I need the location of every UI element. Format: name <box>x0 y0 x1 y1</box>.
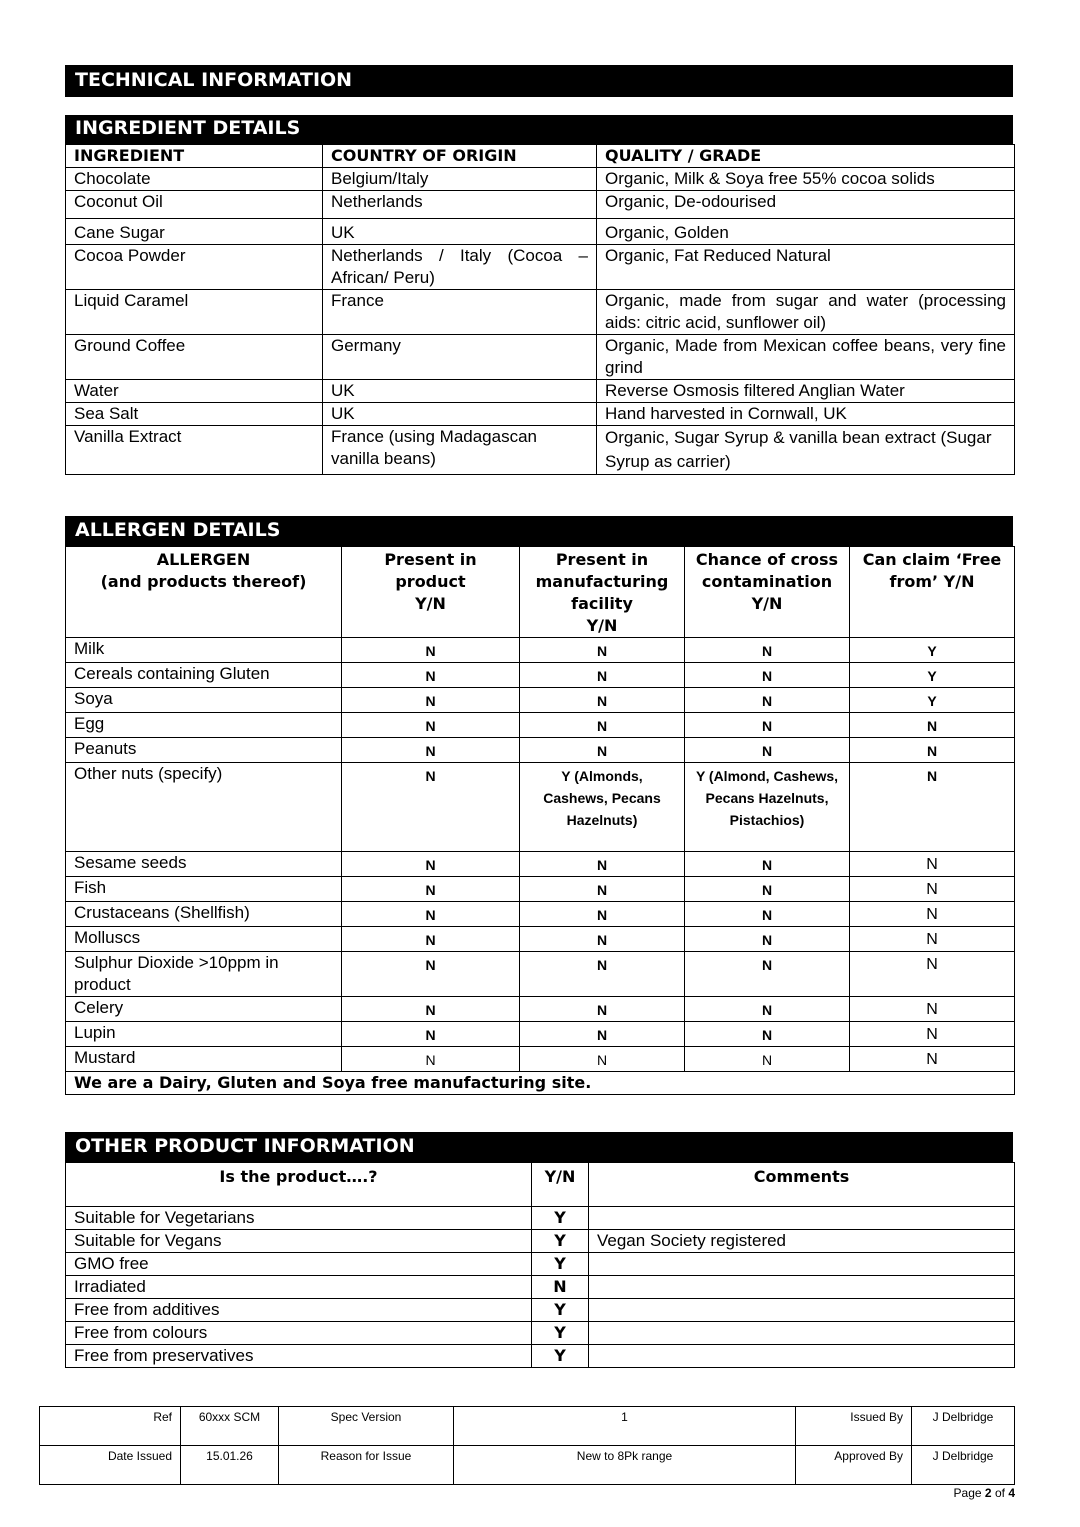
allergen-name: Peanuts <box>66 738 342 763</box>
table-row <box>66 1253 1015 1276</box>
question: GMO free <box>66 1253 532 1276</box>
allergen-footer-row <box>66 1072 1015 1095</box>
present-in-facility: Y (Almonds, Cashews, Pecans Hazelnuts) <box>520 763 685 852</box>
present-in-product: N <box>342 1047 520 1072</box>
answer: Y <box>532 1207 589 1230</box>
page-of: of <box>994 1486 1005 1500</box>
table-row <box>66 426 1015 475</box>
ref-value: 60xxx SCM <box>181 1407 279 1446</box>
ingredient-origin: France (using Madagascan vanilla beans) <box>323 426 597 475</box>
present-in-product: N <box>342 927 520 952</box>
present-in-facility: N <box>520 688 685 713</box>
footer-row <box>40 1446 1015 1485</box>
ingredient-origin: Netherlands / Italy (Cocoa – African/ Peru) <box>323 245 597 290</box>
ingredient-name: Coconut Oil <box>66 191 323 219</box>
ingredient-origin: Germany <box>323 335 597 380</box>
table-row <box>66 927 1015 952</box>
free-from-claim: N <box>850 1047 1015 1072</box>
free-from-claim: N <box>850 738 1015 763</box>
table-row <box>66 1230 1015 1253</box>
table-row <box>66 245 1015 290</box>
spec-version-label: Spec Version <box>279 1407 454 1446</box>
answer: Y <box>532 1299 589 1322</box>
comment <box>589 1299 1015 1322</box>
present-in-facility: N <box>520 1047 685 1072</box>
ingredient-name: Sea Salt <box>66 403 323 426</box>
present-in-facility: N <box>520 852 685 877</box>
allergen-header-row <box>66 547 1015 638</box>
present-in-facility: N <box>520 927 685 952</box>
ingredient-origin: France <box>323 290 597 335</box>
table-row <box>66 168 1015 191</box>
ingredient-grade: Organic, made from sugar and water (processing aids: citric acid, sunflower oil) <box>597 290 1015 335</box>
ingredient-origin: UK <box>323 380 597 403</box>
comment <box>589 1253 1015 1276</box>
table-row <box>66 1345 1015 1368</box>
question: Free from additives <box>66 1299 532 1322</box>
other-info-heading: OTHER PRODUCT INFORMATION <box>65 1132 1013 1162</box>
present-in-product: N <box>342 1022 520 1047</box>
comment <box>589 1207 1015 1230</box>
present-in-product: N <box>342 688 520 713</box>
ingredient-details-heading: INGREDIENT DETAILS <box>65 115 1013 144</box>
table-row <box>66 219 1015 245</box>
answer: Y <box>532 1230 589 1253</box>
present-in-product: N <box>342 738 520 763</box>
column-header: Is the product….? <box>66 1163 532 1207</box>
ingredient-name: Water <box>66 380 323 403</box>
present-in-product: N <box>342 877 520 902</box>
cross-contamination: N <box>685 902 850 927</box>
free-from-claim: N <box>850 927 1015 952</box>
free-from-claim: N <box>850 877 1015 902</box>
ingredient-name: Cane Sugar <box>66 219 323 245</box>
cross-contamination: N <box>685 663 850 688</box>
answer: Y <box>532 1253 589 1276</box>
answer: N <box>532 1276 589 1299</box>
ref-label: Ref <box>40 1407 181 1446</box>
cross-contamination: N <box>685 927 850 952</box>
approved-by-label: Approved By <box>796 1446 912 1485</box>
cross-contamination: N <box>685 997 850 1022</box>
ingredient-origin: UK <box>323 219 597 245</box>
ingredient-grade: Organic, Fat Reduced Natural <box>597 245 1015 290</box>
answer: Y <box>532 1345 589 1368</box>
ingredient-name: Ground Coffee <box>66 335 323 380</box>
allergen-name: Crustaceans (Shellfish) <box>66 902 342 927</box>
column-header: COUNTRY OF ORIGIN <box>323 145 597 168</box>
reason-label: Reason for Issue <box>279 1446 454 1485</box>
reason-value: New to 8Pk range <box>454 1446 796 1485</box>
column-header: Y/N <box>532 1163 589 1207</box>
ingredient-name: Vanilla Extract <box>66 426 323 475</box>
free-from-claim: Y <box>850 638 1015 663</box>
table-row <box>66 1207 1015 1230</box>
present-in-facility: N <box>520 663 685 688</box>
column-header: Comments <box>589 1163 1015 1207</box>
free-from-claim: N <box>850 852 1015 877</box>
cross-contamination: Y (Almond, Cashews, Pecans Hazelnuts, Pistachios) <box>685 763 850 852</box>
present-in-facility: N <box>520 1022 685 1047</box>
present-in-facility: N <box>520 997 685 1022</box>
ingredient-name: Cocoa Powder <box>66 245 323 290</box>
allergen-name: Sesame seeds <box>66 852 342 877</box>
ingredient-grade: Organic, Milk & Soya free 55% cocoa solids <box>597 168 1015 191</box>
column-header: Present in manufacturing facility Y/N <box>520 547 685 638</box>
allergen-name: Mustard <box>66 1047 342 1072</box>
ingredient-grade: Organic, Golden <box>597 219 1015 245</box>
present-in-product: N <box>342 902 520 927</box>
question: Free from preservatives <box>66 1345 532 1368</box>
comment: Vegan Society registered <box>589 1230 1015 1253</box>
allergen-name: Celery <box>66 997 342 1022</box>
page-current: 2 <box>984 1486 992 1500</box>
free-from-claim: Y <box>850 663 1015 688</box>
allergen-footer-note: We are a Dairy, Gluten and Soya free manufacturing site. <box>66 1072 1015 1095</box>
question: Irradiated <box>66 1276 532 1299</box>
ingredient-name: Liquid Caramel <box>66 290 323 335</box>
cross-contamination: N <box>685 638 850 663</box>
ingredient-table <box>65 144 1015 475</box>
document-footer <box>39 1406 1015 1485</box>
issued-by-label: Issued By <box>796 1407 912 1446</box>
table-row <box>66 852 1015 877</box>
ingredient-grade: Organic, Made from Mexican coffee beans, very fine grind <box>597 335 1015 380</box>
table-row <box>66 663 1015 688</box>
table-row <box>66 688 1015 713</box>
allergen-name: Cereals containing Gluten <box>66 663 342 688</box>
column-header: Present in product Y/N <box>342 547 520 638</box>
cross-contamination: N <box>685 852 850 877</box>
column-header: Can claim ‘Free from’ Y/N <box>850 547 1015 638</box>
table-row <box>66 1047 1015 1072</box>
ingredient-name: Chocolate <box>66 168 323 191</box>
table-row <box>66 380 1015 403</box>
table-row <box>66 290 1015 335</box>
comment <box>589 1345 1015 1368</box>
other-header-row <box>66 1163 1015 1207</box>
date-issued-label: Date Issued <box>40 1446 181 1485</box>
table-row <box>66 763 1015 852</box>
present-in-facility: N <box>520 713 685 738</box>
free-from-claim: N <box>850 763 1015 852</box>
allergen-details-heading: ALLERGEN DETAILS <box>65 516 1013 546</box>
page-prefix: Page <box>953 1486 982 1500</box>
allergen-table <box>65 546 1015 1095</box>
ingredient-origin: Netherlands <box>323 191 597 219</box>
spec-version-value: 1 <box>454 1407 796 1446</box>
ingredient-grade: Organic, De-odourised <box>597 191 1015 219</box>
page-title: TECHNICAL INFORMATION <box>65 65 1013 97</box>
question: Suitable for Vegans <box>66 1230 532 1253</box>
table-row <box>66 1276 1015 1299</box>
footer-row <box>40 1407 1015 1446</box>
column-header: ALLERGEN (and products thereof) <box>66 547 342 638</box>
free-from-claim: N <box>850 713 1015 738</box>
cross-contamination: N <box>685 688 850 713</box>
table-row <box>66 1322 1015 1345</box>
issued-by-value: J Delbridge <box>912 1407 1015 1446</box>
allergen-name: Molluscs <box>66 927 342 952</box>
allergen-name: Other nuts (specify) <box>66 763 342 852</box>
allergen-name: Fish <box>66 877 342 902</box>
ingredient-grade: Reverse Osmosis filtered Anglian Water <box>597 380 1015 403</box>
date-issued-value: 15.01.26 <box>181 1446 279 1485</box>
present-in-product: N <box>342 852 520 877</box>
free-from-claim: N <box>850 1022 1015 1047</box>
table-row <box>66 191 1015 219</box>
approved-by-value: J Delbridge <box>912 1446 1015 1485</box>
cross-contamination: N <box>685 1022 850 1047</box>
column-header: INGREDIENT <box>66 145 323 168</box>
cross-contamination: N <box>685 877 850 902</box>
table-row <box>66 713 1015 738</box>
column-header: Chance of cross contamination Y/N <box>685 547 850 638</box>
ingredient-origin: Belgium/Italy <box>323 168 597 191</box>
present-in-facility: N <box>520 902 685 927</box>
table-row <box>66 877 1015 902</box>
free-from-claim: N <box>850 902 1015 927</box>
present-in-product: N <box>342 663 520 688</box>
free-from-claim: N <box>850 952 1015 997</box>
ingredient-header-row <box>66 145 1015 168</box>
table-row <box>66 738 1015 763</box>
comment <box>589 1276 1015 1299</box>
ingredient-grade: Organic, Sugar Syrup & vanilla bean extract (Sugar Syrup as carrier) <box>597 426 1015 475</box>
present-in-facility: N <box>520 952 685 997</box>
cross-contamination: N <box>685 738 850 763</box>
table-row <box>66 1299 1015 1322</box>
present-in-product: N <box>342 997 520 1022</box>
table-row <box>66 952 1015 997</box>
question: Free from colours <box>66 1322 532 1345</box>
cross-contamination: N <box>685 1047 850 1072</box>
page-total: 4 <box>1008 1486 1015 1500</box>
present-in-product: N <box>342 763 520 852</box>
other-info-table <box>65 1162 1015 1368</box>
present-in-product: N <box>342 638 520 663</box>
column-header: QUALITY / GRADE <box>597 145 1015 168</box>
cross-contamination: N <box>685 713 850 738</box>
table-row <box>66 638 1015 663</box>
table-row <box>66 997 1015 1022</box>
free-from-claim: N <box>850 997 1015 1022</box>
ingredient-grade: Hand harvested in Cornwall, UK <box>597 403 1015 426</box>
present-in-product: N <box>342 713 520 738</box>
table-row <box>66 902 1015 927</box>
allergen-name: Lupin <box>66 1022 342 1047</box>
comment <box>589 1322 1015 1345</box>
cross-contamination: N <box>685 952 850 997</box>
table-row <box>66 335 1015 380</box>
present-in-facility: N <box>520 638 685 663</box>
ingredient-origin: UK <box>323 403 597 426</box>
allergen-name: Milk <box>66 638 342 663</box>
present-in-product: N <box>342 952 520 997</box>
question: Suitable for Vegetarians <box>66 1207 532 1230</box>
answer: Y <box>532 1322 589 1345</box>
allergen-name: Egg <box>66 713 342 738</box>
table-row <box>66 1022 1015 1047</box>
table-row <box>66 403 1015 426</box>
allergen-name: Sulphur Dioxide >10ppm in product <box>66 952 342 997</box>
page-number <box>954 1486 1015 1500</box>
present-in-facility: N <box>520 877 685 902</box>
allergen-name: Soya <box>66 688 342 713</box>
free-from-claim: Y <box>850 688 1015 713</box>
present-in-facility: N <box>520 738 685 763</box>
